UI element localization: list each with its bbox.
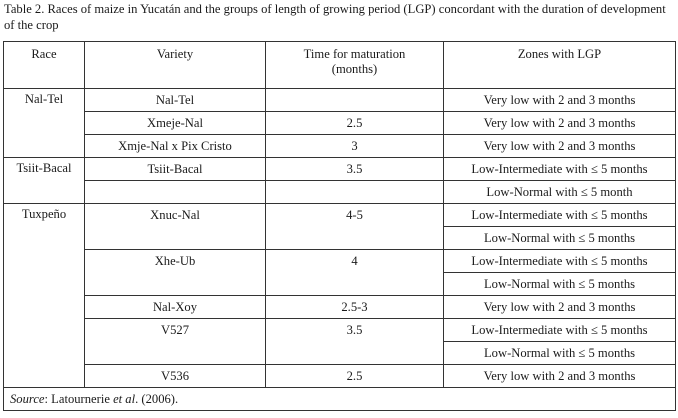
table-row — [4, 181, 676, 204]
table-row — [4, 296, 676, 319]
table-caption: Table 2. Races of maize in Yucatán and the groups of length of growing period (LGP) concordant with the duration of development of the crop — [4, 2, 666, 32]
time-cell: 4-5 — [266, 204, 444, 250]
variety-cell: Xmje-Nal x Pix Cristo — [85, 135, 266, 158]
table-row — [4, 365, 676, 388]
header-time-line1: Time for maturation — [303, 47, 406, 61]
zone-cell: Low-Intermediate with ≤ 5 months — [444, 158, 676, 181]
table-row — [4, 89, 676, 112]
zone-cell: Low-Normal with ≤ 5 month — [444, 181, 676, 204]
source-etal: et al — [113, 391, 136, 406]
variety-cell: V536 — [85, 365, 266, 388]
race-cell: Nal-Tel — [4, 89, 85, 158]
table-header-row — [4, 42, 676, 89]
table-row — [4, 204, 676, 227]
table-row — [4, 158, 676, 181]
zone-cell: Very low with 2 and 3 months — [444, 89, 676, 112]
zone-cell: Low-Normal with ≤ 5 months — [444, 273, 676, 296]
maize-races-table — [3, 41, 676, 411]
header-zones: Zones with LGP — [444, 42, 676, 89]
time-cell: 2.5 — [266, 365, 444, 388]
source-cell — [4, 388, 676, 411]
time-cell: 3 — [266, 135, 444, 158]
race-cell: Tsiit-Bacal — [4, 158, 85, 204]
zone-cell: Very low with 2 and 3 months — [444, 296, 676, 319]
table-row — [4, 319, 676, 342]
header-time-line2: (months) — [331, 62, 378, 76]
table-row — [4, 135, 676, 158]
variety-cell: Xnuc-Nal — [85, 204, 266, 250]
time-cell: 3.5 — [266, 158, 444, 181]
zone-cell: Very low with 2 and 3 months — [444, 365, 676, 388]
time-cell: 4 — [266, 250, 444, 296]
header-time — [266, 42, 444, 89]
variety-cell: Nal-Xoy — [85, 296, 266, 319]
time-cell — [266, 181, 444, 204]
header-race: Race — [4, 42, 85, 89]
zone-cell: Low-Intermediate with ≤ 5 months — [444, 204, 676, 227]
time-cell: 2.5-3 — [266, 296, 444, 319]
variety-cell: Xmeje-Nal — [85, 112, 266, 135]
variety-cell — [85, 181, 266, 204]
time-cell: 3.5 — [266, 319, 444, 365]
table-row — [4, 112, 676, 135]
source-sep: : — [44, 391, 52, 406]
time-cell — [266, 89, 444, 112]
table-row — [4, 250, 676, 273]
zone-cell: Low-Normal with ≤ 5 months — [444, 342, 676, 365]
source-label: Source — [10, 391, 45, 406]
zone-cell: Low-Intermediate with ≤ 5 months — [444, 319, 676, 342]
variety-cell: V527 — [85, 319, 266, 365]
variety-cell: Nal-Tel — [85, 89, 266, 112]
source-tail: . (2006). — [135, 391, 179, 406]
time-cell: 2.5 — [266, 112, 444, 135]
zone-cell: Low-Normal with ≤ 5 months — [444, 227, 676, 250]
header-variety: Variety — [85, 42, 266, 89]
race-cell: Tuxpeño — [4, 204, 85, 388]
zone-cell: Low-Intermediate with ≤ 5 months — [444, 250, 676, 273]
zone-cell: Very low with 2 and 3 months — [444, 112, 676, 135]
variety-cell: Xhe-Ub — [85, 250, 266, 296]
source-author: Latournerie — [51, 391, 114, 406]
source-row — [4, 388, 676, 411]
variety-cell: Tsiit-Bacal — [85, 158, 266, 181]
zone-cell: Very low with 2 and 3 months — [444, 135, 676, 158]
